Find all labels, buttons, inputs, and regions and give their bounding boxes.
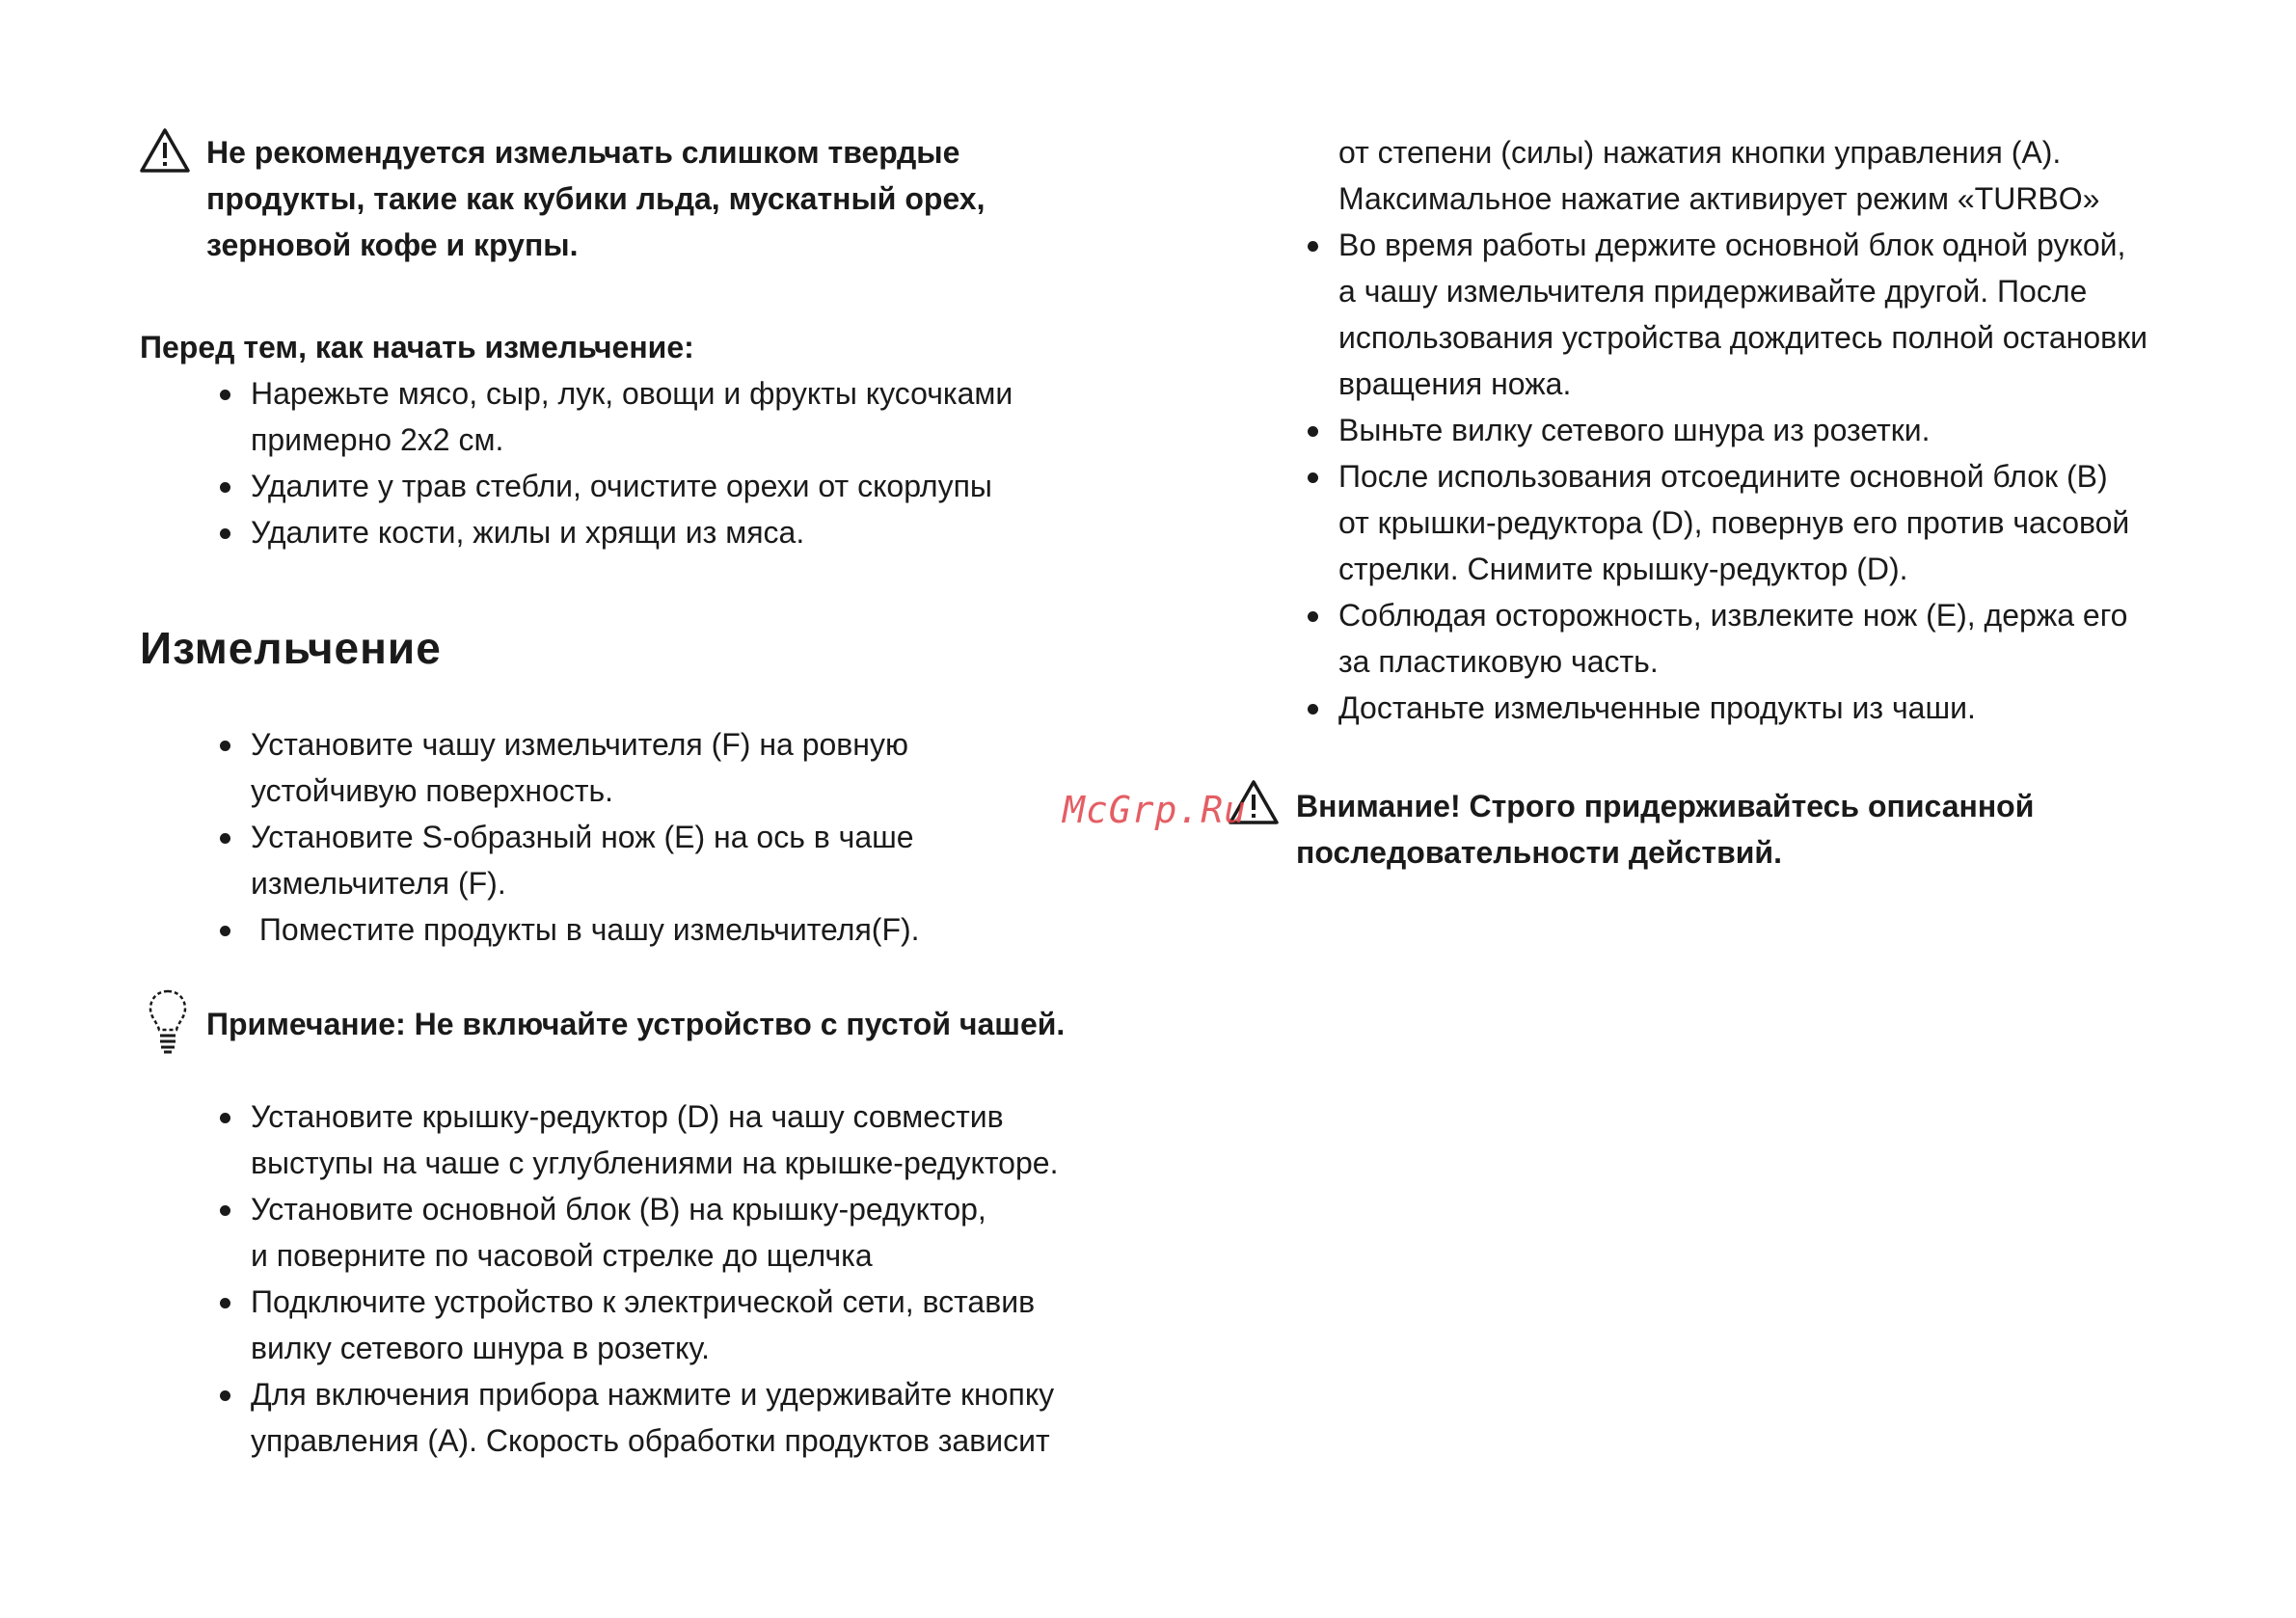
list-item bbox=[220, 721, 1088, 814]
list-item bbox=[220, 1093, 1088, 1186]
warning-line: Внимание! Строго придерживайтесь описанной bbox=[1296, 789, 2035, 823]
warning-line: последовательности действий. bbox=[1296, 835, 1782, 870]
warning-line: Не рекомендуется измельчать слишком твердые bbox=[206, 135, 960, 170]
list-item bbox=[220, 370, 1088, 463]
list-item-line: Выньте вилку сетевого шнура из розетки. bbox=[1338, 413, 1931, 447]
hard-food-warning bbox=[206, 129, 1074, 268]
list-item bbox=[1308, 685, 2224, 731]
list-item-line: Удалите у трав стебли, очистите орехи от скорлупы bbox=[251, 469, 992, 503]
list-item-line: Поместите продукты в чашу измельчителя(F). bbox=[251, 912, 920, 947]
list-item-line: Установите основной блок (B) на крышку-редуктор, bbox=[251, 1192, 986, 1227]
steps-list-1 bbox=[220, 721, 1088, 953]
before-heading: Перед тем, как начать измельчение: bbox=[140, 330, 694, 364]
list-item-line: вращения ножа. bbox=[1338, 366, 1572, 401]
continuation-text bbox=[1338, 129, 2206, 222]
warning-line: продукты, такие как кубики льда, мускатный орех, bbox=[206, 181, 986, 216]
list-item-line: Установите крышку-редуктор (D) на чашу совместив bbox=[251, 1099, 1004, 1134]
list-item bbox=[220, 1279, 1088, 1371]
list-item bbox=[1308, 592, 2224, 685]
list-item-line: Установите S-образный нож (E) на ось в чаше bbox=[251, 820, 914, 854]
list-item-line: использования устройства дождитесь полной остановки bbox=[1338, 320, 2147, 355]
list-item bbox=[220, 463, 1088, 509]
list-item-line: измельчителя (F). bbox=[251, 866, 506, 901]
list-item-line: устойчивую поверхность. bbox=[251, 773, 614, 808]
warning-triangle-icon bbox=[140, 127, 190, 174]
list-item-line: Установите чашу измельчителя (F) на ровную bbox=[251, 727, 908, 762]
list-item-line: а чашу измельчителя придерживайте другой. После bbox=[1338, 274, 2088, 309]
list-item bbox=[220, 906, 1088, 953]
list-item-line: После использования отсоедините основной блок (B) bbox=[1338, 459, 2108, 494]
list-item-line: за пластиковую часть. bbox=[1338, 644, 1659, 679]
list-item-line: управления (A). Скорость обработки продуктов зависит bbox=[251, 1423, 1050, 1458]
lightbulb-icon bbox=[147, 987, 189, 1055]
list-item bbox=[220, 509, 1088, 555]
list-item bbox=[1308, 407, 2224, 453]
list-item-line: примерно 2x2 см. bbox=[251, 422, 504, 457]
list-item bbox=[220, 1371, 1088, 1464]
before-list bbox=[220, 370, 1088, 555]
list-item-line: Для включения прибора нажмите и удерживайте кнопку bbox=[251, 1377, 1055, 1412]
list-item-line: Во время работы держите основной блок одной рукой, bbox=[1338, 228, 2126, 262]
sequence-warning bbox=[1296, 783, 2212, 876]
list-item-line: выступы на чаше с углублениями на крышке-редукторе. bbox=[251, 1146, 1059, 1180]
warning-line: зерновой кофе и крупы. bbox=[206, 228, 579, 262]
continuation-line: Максимальное нажатие активирует режим «TURBO» bbox=[1338, 181, 2100, 216]
list-item-line: Нарежьте мясо, сыр, лук, овощи и фрукты кусочками bbox=[251, 376, 1013, 411]
section-title: Измельчение bbox=[140, 623, 442, 673]
list-item-line: Подключите устройство к электрической сети, вставив bbox=[251, 1284, 1036, 1319]
list-item-line: и поверните по часовой стрелке до щелчка bbox=[251, 1238, 873, 1273]
list-item-line: от крышки-редуктора (D), повернув его против часовой bbox=[1338, 505, 2130, 540]
continuation-line: от степени (силы) нажатия кнопки управления (A). bbox=[1338, 135, 2062, 170]
list-item-line: Удалите кости, жилы и хрящи из мяса. bbox=[251, 515, 805, 550]
steps-list-2 bbox=[220, 1093, 1088, 1464]
note-text: Примечание: Не включайте устройство с пустой чашей. bbox=[206, 1007, 1066, 1041]
list-item-line: Соблюдая осторожность, извлеките нож (E), держа его bbox=[1338, 598, 2128, 633]
list-item bbox=[1308, 453, 2224, 592]
list-item-line: Достаньте измельченные продукты из чаши. bbox=[1338, 690, 1976, 725]
list-item bbox=[220, 814, 1088, 906]
watermark: McGrp.Ru bbox=[1063, 789, 1248, 831]
list-item bbox=[1308, 222, 2224, 407]
list-item bbox=[220, 1186, 1088, 1279]
after-list bbox=[1308, 222, 2224, 731]
list-item-line: стрелки. Снимите крышку-редуктор (D). bbox=[1338, 552, 1908, 586]
list-item-line: вилку сетевого шнура в розетку. bbox=[251, 1331, 711, 1365]
